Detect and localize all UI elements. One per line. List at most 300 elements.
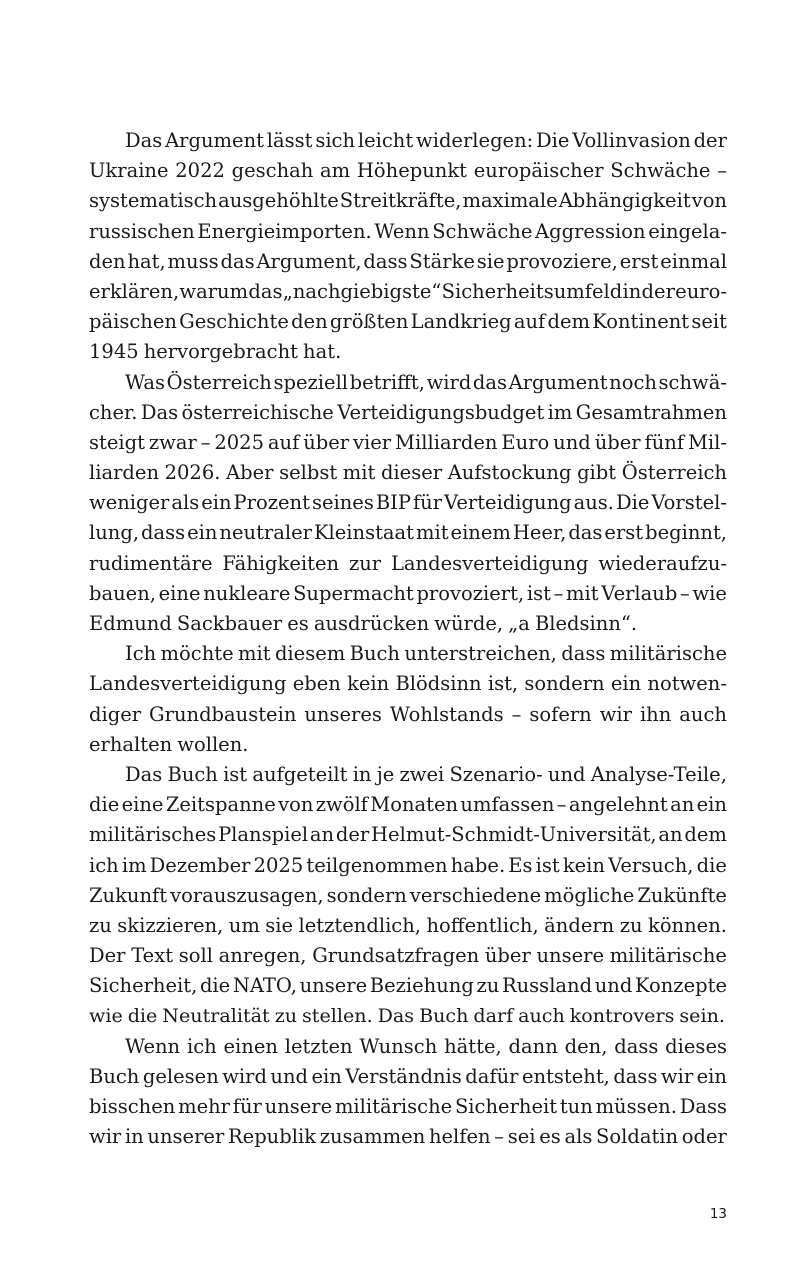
- word: bisschen: [89, 1095, 176, 1118]
- word: ich: [186, 1034, 217, 1058]
- word: Versuch,: [608, 853, 694, 877]
- word: ist: [535, 853, 560, 877]
- paragraph: [89, 760, 727, 1032]
- word: Kontinent: [592, 310, 690, 334]
- word: zu: [476, 974, 500, 998]
- text-line: [89, 1032, 727, 1062]
- word: NATO,: [232, 974, 297, 998]
- word: das: [568, 521, 603, 545]
- word: Grundbaustein: [149, 702, 297, 726]
- text-line: [89, 639, 727, 669]
- word: Text: [131, 944, 174, 968]
- word: BIP: [375, 491, 411, 515]
- text-line: [89, 156, 727, 186]
- word: Beziehung: [369, 974, 474, 998]
- text-line: [89, 911, 727, 941]
- word: helfen: [428, 1125, 491, 1149]
- word: Grundsatzfragen: [312, 944, 480, 968]
- word: dass: [614, 1034, 659, 1058]
- word: ein: [201, 491, 232, 515]
- word: Stärke: [409, 249, 475, 273]
- word: vorauszusagen,: [170, 883, 324, 907]
- word: auf: [513, 310, 546, 334]
- word: für: [232, 1095, 262, 1118]
- word: eine: [158, 581, 201, 605]
- word: stellen.: [302, 1004, 373, 1028]
- word: hätte,: [444, 1034, 502, 1058]
- word: wir: [660, 1064, 694, 1088]
- word: Wunsch: [359, 1034, 438, 1058]
- word: anregen,: [218, 944, 307, 968]
- word: erst: [604, 521, 644, 545]
- word: Kleinstaat: [313, 521, 415, 545]
- word: Verteidigungsbudget: [337, 400, 545, 424]
- paragraph: [89, 126, 727, 368]
- word: wie: [89, 1004, 123, 1028]
- word: provoziere,: [506, 249, 618, 273]
- word: die: [696, 853, 727, 877]
- word: dann: [508, 1034, 558, 1058]
- word: 2022: [175, 159, 225, 183]
- word: geschah: [231, 159, 314, 183]
- word: Aber: [226, 461, 274, 485]
- word: Das: [377, 1004, 415, 1028]
- word: zu: [274, 1004, 298, 1028]
- word: Buch: [89, 1064, 140, 1088]
- word: Argument,: [256, 249, 362, 273]
- word: sondern: [524, 672, 605, 696]
- word: auch: [518, 1004, 565, 1028]
- word: dem: [547, 310, 590, 334]
- word: wiederaufzu-: [598, 551, 727, 575]
- text-line: [89, 579, 727, 609]
- word: und: [270, 1064, 309, 1088]
- word: unserer: [147, 1125, 225, 1149]
- word: cher.: [89, 400, 138, 424]
- word: gibt: [577, 461, 617, 485]
- word: das: [472, 370, 508, 394]
- word: dass: [561, 642, 606, 666]
- text-line: [89, 1092, 727, 1122]
- word: bauen,: [89, 581, 156, 605]
- word: Republik: [227, 1125, 317, 1149]
- word: diger: [89, 702, 142, 726]
- word: tun: [559, 1095, 593, 1118]
- word: erklären,: [89, 279, 180, 303]
- word: von: [278, 793, 314, 817]
- word: Gesamtrahmen: [575, 400, 727, 424]
- word: Abhängigkeit: [558, 189, 691, 213]
- word: eben: [292, 672, 341, 696]
- word: Buch: [167, 762, 218, 786]
- word: Das: [125, 762, 163, 786]
- word: von: [691, 189, 727, 213]
- text-line: [89, 398, 727, 428]
- word: ist: [526, 581, 551, 605]
- word: Ukraine: [89, 159, 169, 183]
- text-line: [89, 730, 727, 760]
- word: kein: [562, 853, 605, 877]
- word: wie: [692, 581, 727, 605]
- word: Wohlstands: [389, 702, 504, 726]
- text-line: [89, 549, 727, 579]
- word: „nachgiebigste“: [282, 279, 442, 303]
- word: ein: [311, 1064, 342, 1088]
- word: päischen: [89, 310, 177, 334]
- word: Das: [125, 129, 163, 152]
- word: dass: [613, 1064, 658, 1088]
- word: am: [320, 159, 351, 183]
- word: Zukünfte: [637, 883, 727, 907]
- word: es: [539, 1125, 561, 1149]
- word: 2026.: [164, 461, 221, 485]
- word: möchte: [160, 642, 234, 666]
- word: 2025: [253, 853, 304, 877]
- word: Russland: [501, 974, 593, 998]
- word: den: [89, 249, 126, 273]
- word: angelehnt: [568, 793, 668, 817]
- word: Sicherheit,: [89, 974, 198, 998]
- word: Aggression: [535, 219, 646, 243]
- word: dass: [363, 249, 408, 273]
- word: den,: [564, 1034, 608, 1058]
- text-line: [89, 488, 727, 518]
- text-line: [89, 337, 727, 367]
- word: dass: [141, 521, 186, 545]
- word: entsteht,: [521, 1064, 610, 1088]
- word: sich: [315, 129, 356, 152]
- text-line: [89, 760, 727, 790]
- word: gelesen: [142, 1064, 219, 1088]
- word: Der: [89, 944, 126, 968]
- word: Verständnis: [345, 1064, 462, 1088]
- word: es: [287, 612, 309, 635]
- word: Verteidigung: [444, 491, 572, 515]
- word: ausdrücken: [313, 612, 430, 635]
- word: habe.: [450, 853, 506, 877]
- word: im: [547, 400, 573, 424]
- word: Helmut-Schmidt-Universität,: [371, 823, 657, 847]
- word: Fähigkeiten: [222, 551, 340, 575]
- word: Landesverteidigung: [390, 551, 589, 575]
- word: weniger: [89, 491, 170, 515]
- text-line: [89, 428, 727, 458]
- word: wir: [89, 1125, 122, 1149]
- word: unseres: [304, 702, 382, 726]
- word: als: [171, 491, 200, 515]
- word: auf: [267, 430, 300, 454]
- word: euro-: [675, 279, 727, 303]
- word: wir: [599, 702, 632, 726]
- word: für: [412, 491, 443, 515]
- word: können.: [648, 913, 727, 937]
- word: hat.: [303, 340, 342, 364]
- word: Zeitspanne: [165, 793, 276, 817]
- text-line: [89, 700, 727, 730]
- word: zwölf: [315, 793, 368, 817]
- word: Monaten: [370, 793, 459, 817]
- word: dafür: [465, 1064, 519, 1088]
- word: ich: [89, 853, 119, 877]
- word: militärische: [334, 1095, 453, 1118]
- word: erst: [619, 249, 659, 273]
- word: hervorgebracht: [143, 340, 298, 364]
- word: Dezember: [149, 853, 251, 877]
- word: militärische: [609, 642, 727, 666]
- word: ist: [223, 762, 248, 786]
- word: wollen.: [177, 732, 249, 756]
- text-line: [89, 186, 727, 216]
- word: –: [494, 1125, 505, 1149]
- word: Neutralität: [162, 1004, 270, 1028]
- word: Schwäche: [432, 219, 533, 243]
- word: einen: [223, 1034, 278, 1058]
- word: einmal: [660, 249, 727, 273]
- text-line: [89, 368, 727, 398]
- text-line: [89, 881, 727, 911]
- word: Österreich: [166, 370, 272, 394]
- word: würde,: [434, 612, 504, 635]
- word: größten: [329, 310, 409, 334]
- text-line: [89, 518, 727, 548]
- word: aufgeteilt: [252, 762, 348, 786]
- word: lässt: [266, 129, 313, 152]
- word: –: [556, 793, 567, 817]
- word: selbst: [279, 461, 338, 485]
- word: Das: [140, 400, 179, 424]
- word: Wenn: [125, 1034, 181, 1058]
- word: in: [124, 1125, 144, 1149]
- word: ein: [187, 521, 218, 545]
- text-line: [89, 941, 727, 971]
- word: betrifft,: [349, 370, 425, 394]
- word: muss: [167, 249, 219, 273]
- word: und: [547, 762, 586, 786]
- word: sie: [265, 913, 294, 937]
- word: Landesverteidigung: [89, 672, 287, 696]
- word: den: [291, 310, 328, 334]
- word: im: [121, 853, 147, 877]
- word: Sackbauer: [176, 612, 283, 635]
- word: schwä-: [658, 370, 727, 394]
- word: erhalten: [89, 732, 173, 756]
- word: eine: [121, 793, 164, 817]
- word: letzten: [284, 1034, 353, 1058]
- word: darf: [473, 1004, 514, 1028]
- word: dem: [684, 823, 727, 847]
- word: Milliarden: [395, 430, 498, 454]
- word: zu: [89, 913, 112, 937]
- word: Österreich: [621, 461, 727, 485]
- word: notwen-: [647, 672, 727, 696]
- word: maximale: [462, 189, 558, 213]
- word: warum: [179, 279, 249, 303]
- word: seit: [691, 310, 727, 334]
- word: Zukunft: [89, 883, 168, 907]
- word: über: [594, 430, 641, 454]
- word: teilgenommen: [306, 853, 448, 877]
- word: an: [309, 823, 335, 847]
- paragraph: [89, 639, 727, 760]
- word: Landkrieg: [410, 310, 512, 334]
- word: Sicherheitsumfeld: [441, 279, 623, 303]
- word: die: [127, 1004, 158, 1028]
- word: oder: [681, 1125, 727, 1149]
- text-line: [89, 126, 727, 156]
- word: widerlegen:: [416, 129, 534, 152]
- word: systematisch: [89, 189, 218, 213]
- word: wird: [426, 370, 472, 394]
- text-line: [89, 458, 727, 488]
- word: auch: [679, 702, 727, 726]
- word: dieser: [380, 461, 443, 485]
- word: provoziert,: [416, 581, 525, 605]
- word: noch: [609, 370, 657, 394]
- word: Soldatin: [596, 1125, 679, 1149]
- word: eingela-: [648, 219, 727, 243]
- word: diesem: [274, 642, 346, 666]
- word: Schwäche: [610, 159, 711, 183]
- word: müssen.: [595, 1095, 677, 1118]
- word: 1945: [89, 340, 139, 364]
- word: Geschichte: [179, 310, 289, 334]
- paragraph: [89, 1032, 727, 1153]
- word: kontrovers: [569, 1004, 675, 1028]
- word: europäischer: [473, 159, 604, 183]
- word: zur: [348, 551, 382, 575]
- word: Die: [536, 129, 570, 152]
- word: an: [670, 793, 695, 817]
- word: mögliche: [544, 883, 635, 907]
- body-text: [89, 126, 727, 1152]
- page-number: 13: [709, 1206, 727, 1222]
- word: nukleare: [203, 581, 291, 605]
- word: mit: [342, 461, 376, 485]
- word: dieses: [665, 1034, 727, 1058]
- word: Was: [125, 370, 165, 394]
- word: –: [553, 581, 564, 605]
- text-line: [89, 1122, 727, 1152]
- word: russischen: [89, 219, 195, 243]
- word: Analyse-Teile,: [590, 762, 727, 786]
- word: der: [335, 823, 370, 847]
- word: militärisches: [89, 823, 217, 847]
- text-line: [89, 1062, 727, 1092]
- word: neutraler: [219, 521, 312, 545]
- word: Buch: [419, 1004, 469, 1028]
- word: kein: [347, 672, 390, 696]
- word: ein: [696, 1064, 727, 1088]
- word: zu: [619, 913, 643, 937]
- text-line: [89, 1001, 727, 1031]
- word: leicht: [357, 129, 414, 152]
- word: das: [248, 279, 283, 303]
- text-line: [89, 609, 727, 639]
- text-line: [89, 790, 727, 820]
- word: –: [200, 430, 211, 454]
- word: Edmund: [89, 612, 172, 635]
- word: zusammen: [319, 1125, 426, 1149]
- word: je: [376, 762, 395, 786]
- word: Konzepte: [634, 974, 727, 998]
- text-line: [89, 247, 727, 277]
- word: fünf: [644, 430, 685, 454]
- word: speziell: [273, 370, 349, 394]
- text-line: [89, 971, 727, 1001]
- word: aus.: [573, 491, 614, 515]
- word: hat,: [127, 249, 166, 273]
- word: liarden: [89, 461, 160, 485]
- word: Bledsinn“.: [534, 612, 638, 635]
- word: österreichische: [181, 400, 334, 424]
- word: und: [594, 974, 633, 998]
- text-line: [89, 669, 727, 699]
- word: Argument: [508, 370, 608, 394]
- word: zwar: [148, 430, 197, 454]
- word: ihn: [639, 702, 672, 726]
- word: verschiedene: [409, 883, 542, 907]
- word: seines: [311, 491, 374, 515]
- word: Sicherheit: [454, 1095, 558, 1118]
- word: die: [199, 974, 231, 998]
- word: Höhepunkt: [356, 159, 467, 183]
- word: ein: [610, 672, 642, 696]
- word: an: [658, 823, 683, 847]
- text-line: [89, 851, 727, 881]
- word: Verlaub: [601, 581, 678, 605]
- word: in: [352, 762, 372, 786]
- word: der: [693, 129, 727, 152]
- word: militärische: [609, 944, 727, 968]
- word: sein.: [679, 1004, 725, 1028]
- word: umfassen: [460, 793, 555, 817]
- word: ausgehöhlte: [218, 189, 339, 213]
- word: sie: [476, 249, 505, 273]
- word: Energieimporten.: [197, 219, 372, 243]
- word: sondern: [326, 883, 407, 907]
- word: –: [511, 702, 522, 726]
- text-line: [89, 307, 727, 337]
- word: –: [717, 159, 727, 183]
- word: ist,: [487, 672, 519, 696]
- word: Euro: [501, 430, 550, 454]
- word: als: [564, 1125, 593, 1149]
- word: Wenn: [374, 219, 430, 243]
- word: wird: [222, 1064, 267, 1088]
- word: letztendlich,: [298, 913, 421, 937]
- word: mehr: [178, 1095, 230, 1118]
- word: „a: [508, 612, 530, 635]
- word: Ich: [125, 642, 157, 666]
- word: soll: [178, 944, 213, 968]
- word: rudimentäre: [89, 551, 213, 575]
- word: über: [303, 430, 350, 454]
- word: zwei: [399, 762, 445, 786]
- word: skizzieren,: [117, 913, 224, 937]
- word: lung,: [89, 521, 140, 545]
- word: sei: [507, 1125, 536, 1149]
- word: Vollinvasion: [572, 129, 691, 152]
- word: Supermacht: [293, 581, 414, 605]
- word: 2025: [214, 430, 264, 454]
- word: unsere: [299, 974, 368, 998]
- word: das: [220, 249, 255, 273]
- word: unterstreichen,: [404, 642, 557, 666]
- word: Die: [615, 491, 650, 515]
- word: über: [484, 944, 531, 968]
- word: der: [641, 279, 675, 303]
- word: und: [553, 430, 591, 454]
